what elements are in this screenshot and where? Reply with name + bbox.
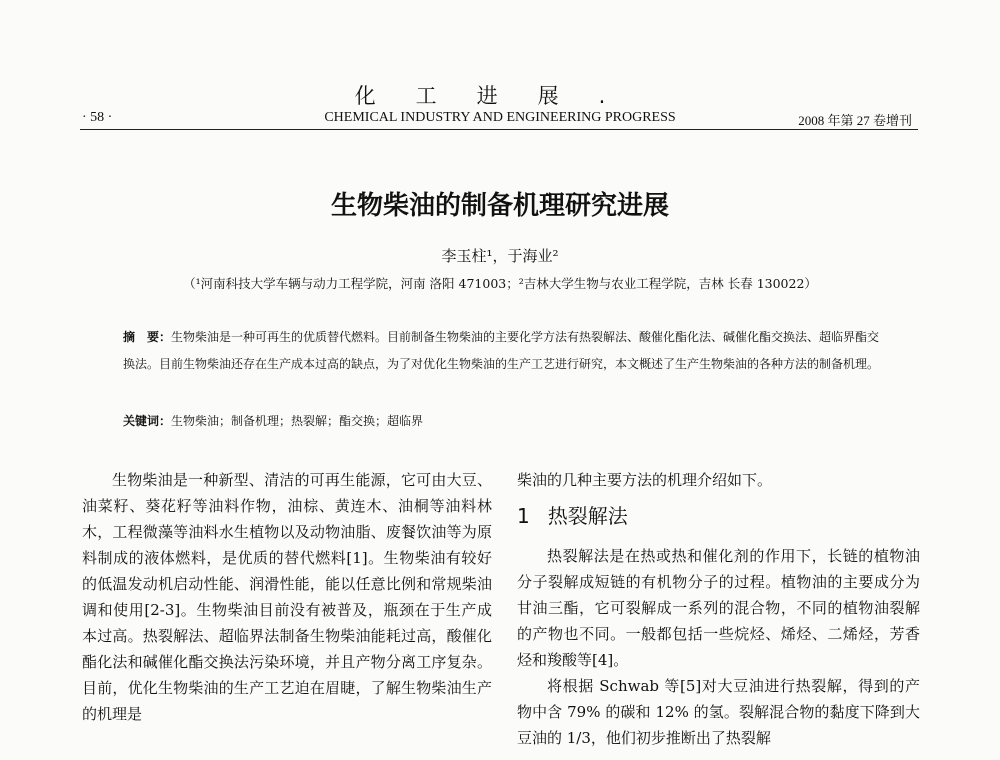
body-paragraph-continued: 柴油的几种主要方法的机理介绍如下。 bbox=[517, 471, 773, 489]
body-paragraph: 生物柴油是一种新型、清洁的可再生能源，它可由大豆、油菜籽、葵花籽等油料作物，油棕、黄连木、油桐等油料林木，工程微藻等油料水生植物以及动物油脂、废餐饮油等为原料制成的液体燃料，是优质的替代燃料[1]。生物柴油有较好的低温发动机启动性能、润滑性能，能以任意比例和常规柴油调和使用[2-3]。生物柴油目前没有被普及，瓶颈在于生产成本过高。热裂解法、超临界法制备生物柴油能耗过高，酸催化酯化法和碱催化酯交换法污染环境，并且产物分离工序复杂。目前，优化生物柴油的生产工艺迫在眉睫，了解生物柴油生产的机理是 bbox=[82, 471, 492, 723]
body-paragraph: 热裂解法是在热或热和催化剂的作用下，长链的植物油分子裂解成短链的有机物分子的过程。植物油的主要成分为甘油三酯，它可裂解成一系列的混合物，不同的植物油裂解的产物也不同。一般都包括一些烷烃、烯烃、二烯烃，芳香烃和羧酸等[4]。 bbox=[517, 547, 920, 669]
section-heading bbox=[517, 497, 920, 535]
article-authors: 李玉柱¹，于海业² bbox=[441, 247, 559, 265]
page-number: · 58 · bbox=[82, 110, 113, 125]
keywords-text: 生物柴油；制备机理；热裂解；酯交换；超临界 bbox=[171, 414, 424, 428]
journal-english-name: CHEMICAL INDUSTRY AND ENGINEERING PROGRESS bbox=[324, 110, 676, 125]
abstract-text: 生物柴油是一种可再生的优质替代燃料。目前制备生物柴油的主要化学方法有热裂解法、酸催化酯化法、碱催化酯交换法、超临界酯交换法。目前生物柴油还存在生产成本过高的缺点，为了对优化生物柴油的生产工艺进行研究，本文概述了生产生物柴油的各种方法的制备机理。 bbox=[123, 330, 880, 371]
article-title: 生物柴油的制备机理研究进展 bbox=[330, 191, 669, 221]
body-paragraph: 将根据 Schwab 等[5]对大豆油进行热裂解，得到的产物中含 79% 的碳和 12% 的氢。裂解混合物的黏度下降到大豆油的 1/3，他们初步推断出了热裂解 bbox=[517, 677, 920, 747]
abstract bbox=[123, 324, 883, 378]
journal-chinese-name: 化工进展. bbox=[354, 84, 646, 108]
keywords bbox=[123, 412, 883, 429]
body-left-column bbox=[82, 467, 492, 760]
section-number: 1 bbox=[517, 504, 530, 528]
author-affiliations: （¹河南科技大学车辆与动力工程学院，河南 洛阳 471003；²吉林大学生物与农业工程学院，吉林 长春 130022） bbox=[183, 276, 817, 291]
abstract-label: 摘 要： bbox=[123, 330, 172, 344]
keywords-label: 关键词： bbox=[123, 414, 172, 428]
section-title: 热裂解法 bbox=[547, 504, 628, 528]
issue-info: 2008 年第 27 卷增刊 bbox=[798, 113, 912, 128]
body-right-column bbox=[517, 467, 920, 760]
header-divider bbox=[80, 129, 918, 130]
